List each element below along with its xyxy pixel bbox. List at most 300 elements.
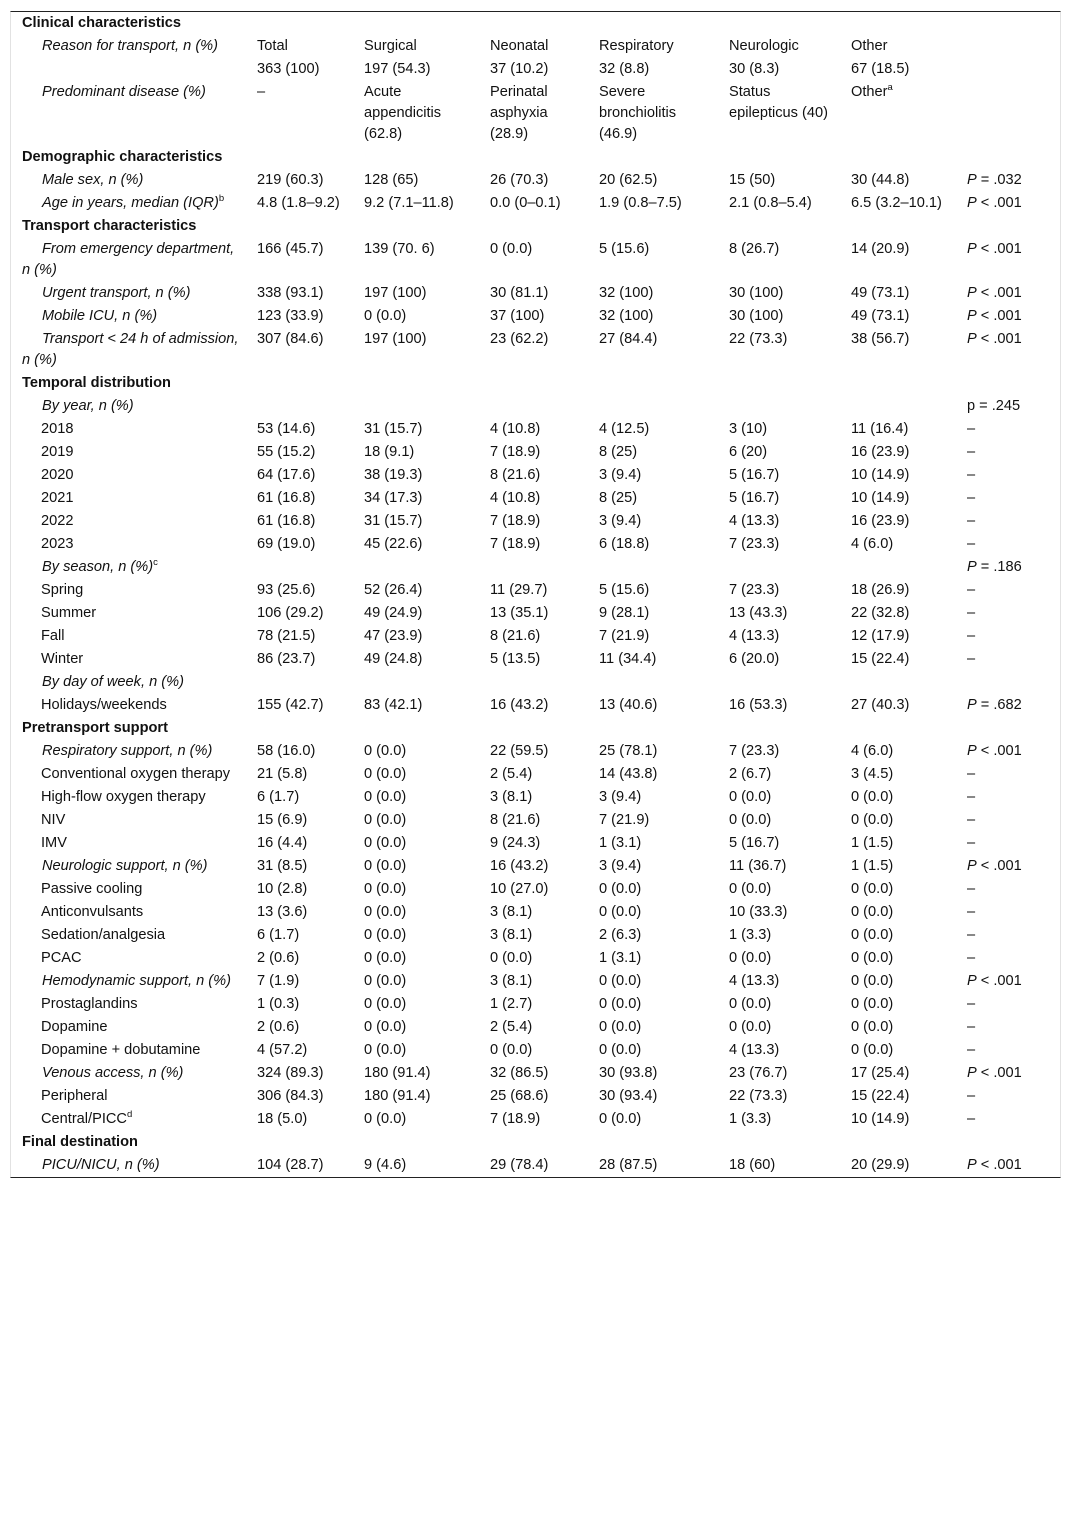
table-cell: 27 (40.3)	[851, 697, 910, 713]
table-row	[11, 1085, 1060, 1108]
table-cell: 12 (17.9)	[851, 628, 910, 644]
p-value-cell: –	[967, 1042, 976, 1058]
table-cell: 3 (4.5)	[851, 766, 894, 782]
table-cell: 5 (16.7)	[729, 490, 780, 506]
table-cell: 30 (44.8)	[851, 172, 910, 188]
table-cell	[841, 395, 957, 418]
table-cell: 16 (43.2)	[490, 697, 549, 713]
footnote-marker: a	[887, 82, 893, 94]
table-cell: 0 (0.0)	[364, 789, 407, 805]
table-cell: 49 (73.1)	[851, 308, 910, 324]
row-label: Passive cooling	[41, 881, 143, 897]
table-cell: 1 (3.1)	[599, 835, 642, 851]
row-label: Urgent transport, n (%)	[42, 285, 191, 301]
table-cell: 6 (1.7)	[257, 927, 300, 943]
table-cell: 8 (21.6)	[490, 812, 541, 828]
section-row	[11, 215, 1060, 238]
row-label: By year, n (%)	[42, 398, 134, 414]
table-cell: 0 (0.0)	[364, 950, 407, 966]
row-label: 2023	[41, 536, 74, 552]
table-cell: Neurologic	[729, 38, 799, 54]
table-cell: 104 (28.7)	[257, 1157, 324, 1173]
table-cell: 7 (18.9)	[490, 1111, 541, 1127]
table-row	[11, 487, 1060, 510]
p-value-cell: –	[967, 444, 976, 460]
table-cell: 0 (0.0)	[851, 950, 894, 966]
table-cell: 30 (100)	[729, 285, 784, 301]
table-row	[11, 533, 1060, 556]
row-label: Peripheral	[41, 1088, 108, 1104]
table-cell: 18 (9.1)	[364, 444, 415, 460]
p-value-cell: P < .001	[967, 858, 1022, 874]
table-cell: 31 (8.5)	[257, 858, 308, 874]
table-cell: 4 (12.5)	[599, 421, 650, 437]
table-cell: 32 (86.5)	[490, 1065, 549, 1081]
row-label	[11, 58, 247, 81]
table-cell: 0 (0.0)	[599, 973, 642, 989]
table-cell: 3 (9.4)	[599, 789, 642, 805]
table-cell: 0 (0.0)	[851, 973, 894, 989]
p-value-cell: –	[967, 1111, 976, 1127]
table-cell: 0 (0.0)	[364, 1042, 407, 1058]
table-cell: 10 (14.9)	[851, 490, 910, 506]
table-cell	[841, 671, 957, 694]
table-cell: Respiratory	[599, 38, 674, 54]
p-value-cell: P < .001	[967, 308, 1022, 324]
table-cell: 15 (6.9)	[257, 812, 308, 828]
table-cell: 49 (24.9)	[364, 605, 423, 621]
table-row	[11, 510, 1060, 533]
table-cell: 30 (93.4)	[599, 1088, 658, 1104]
table-cell: 3 (8.1)	[490, 927, 533, 943]
table-cell: 34 (17.3)	[364, 490, 423, 506]
table-cell: 20 (29.9)	[851, 1157, 910, 1173]
table-cell: 1 (2.7)	[490, 996, 533, 1012]
table-cell: 0 (0.0)	[851, 1019, 894, 1035]
table-cell: 31 (15.7)	[364, 421, 423, 437]
table-cell: 17 (25.4)	[851, 1065, 910, 1081]
table-cell: 8 (21.6)	[490, 467, 541, 483]
p-value-cell: P < .001	[967, 1157, 1022, 1173]
p-value-cell: –	[967, 1019, 976, 1035]
table-cell: 197 (100)	[364, 331, 427, 347]
table-cell: 0 (0.0)	[599, 996, 642, 1012]
table-row	[11, 763, 1060, 786]
table-cell: 9 (24.3)	[490, 835, 541, 851]
row-label: 2021	[41, 490, 74, 506]
section-heading: Transport characteristics	[22, 218, 197, 234]
table-cell: 363 (100)	[257, 61, 320, 77]
row-label: 2019	[41, 444, 74, 460]
table-cell: 10 (14.9)	[851, 467, 910, 483]
table-cell: 23 (62.2)	[490, 331, 549, 347]
table-cell	[480, 671, 589, 694]
p-value-cell: –	[967, 628, 976, 644]
table-cell: 10 (2.8)	[257, 881, 308, 897]
p-value-cell	[957, 58, 1060, 81]
table-cell: 5 (16.7)	[729, 835, 780, 851]
p-value-cell	[957, 81, 1060, 146]
table-cell: 0 (0.0)	[599, 904, 642, 920]
p-value-cell: –	[967, 835, 976, 851]
table-cell: 4 (13.3)	[729, 973, 780, 989]
table-cell: 3 (9.4)	[599, 513, 642, 529]
table-cell: 338 (93.1)	[257, 285, 324, 301]
row-label: IMV	[41, 835, 67, 851]
table-cell: 10 (27.0)	[490, 881, 549, 897]
table-cell: 30 (81.1)	[490, 285, 549, 301]
row-label: By day of week, n (%)	[42, 674, 184, 690]
table-cell: 0 (0.0)	[490, 241, 533, 257]
table-cell: 4 (10.8)	[490, 490, 541, 506]
table-cell: 61 (16.8)	[257, 490, 316, 506]
table-cell: 139 (70. 6)	[364, 241, 435, 257]
table-cell: 0 (0.0)	[599, 1042, 642, 1058]
table-cell: Other	[851, 38, 888, 54]
table-cell: 0 (0.0)	[851, 927, 894, 943]
table-row	[11, 418, 1060, 441]
table-cell	[247, 395, 354, 418]
table-row	[11, 81, 1060, 146]
table-cell: 3 (9.4)	[599, 467, 642, 483]
row-label: Male sex, n (%)	[42, 172, 144, 188]
section-heading: Demographic characteristics	[22, 149, 223, 165]
table-row	[11, 947, 1060, 970]
table-cell: 58 (16.0)	[257, 743, 316, 759]
table-row	[11, 832, 1060, 855]
table-row	[11, 169, 1060, 192]
table-cell: 180 (91.4)	[364, 1065, 431, 1081]
table-cell: 29 (78.4)	[490, 1157, 549, 1173]
table-cell: 13 (35.1)	[490, 605, 549, 621]
table-cell: 10 (33.3)	[729, 904, 788, 920]
table-row	[11, 1108, 1060, 1131]
p-value-cell: –	[967, 421, 976, 437]
table-cell: 23 (76.7)	[729, 1065, 788, 1081]
table-row	[11, 878, 1060, 901]
table-cell: 7 (1.9)	[257, 973, 300, 989]
table-cell: 37 (100)	[490, 308, 545, 324]
characteristics-table	[10, 11, 1061, 1178]
table-cell: 9 (4.6)	[364, 1157, 407, 1173]
table-cell: 10 (14.9)	[851, 1111, 910, 1127]
row-label: PICU/NICU, n (%)	[42, 1157, 160, 1173]
table-cell: 86 (23.7)	[257, 651, 316, 667]
table-cell: 197 (54.3)	[364, 61, 431, 77]
table-cell: 20 (62.5)	[599, 172, 658, 188]
table-cell	[589, 671, 719, 694]
table-cell: Total	[257, 38, 288, 54]
table-cell: 197 (100)	[364, 285, 427, 301]
table-cell: 30 (100)	[729, 308, 784, 324]
table-cell: 0 (0.0)	[364, 1111, 407, 1127]
table-cell: 0 (0.0)	[364, 1019, 407, 1035]
table-row	[11, 192, 1060, 215]
table-cell: 4 (6.0)	[851, 536, 894, 552]
table-cell: 38 (56.7)	[851, 331, 910, 347]
table-cell: 7 (18.9)	[490, 513, 541, 529]
table-row	[11, 464, 1060, 487]
p-value-cell: –	[967, 490, 976, 506]
table-cell: 53 (14.6)	[257, 421, 316, 437]
row-label: Winter	[41, 651, 84, 667]
table-cell: Perinatal asphyxia (28.9)	[490, 84, 548, 142]
table-cell: 18 (26.9)	[851, 582, 910, 598]
table-cell: 6 (20)	[729, 444, 768, 460]
table-cell	[480, 395, 589, 418]
table-row	[11, 970, 1060, 993]
p-value-cell: –	[967, 605, 976, 621]
table-cell	[719, 556, 841, 579]
table-cell: 0 (0.0)	[851, 812, 894, 828]
table-cell: 0 (0.0)	[729, 1019, 772, 1035]
table-cell: 5 (15.6)	[599, 582, 650, 598]
table-cell: 15 (22.4)	[851, 1088, 910, 1104]
table-cell: 14 (43.8)	[599, 766, 658, 782]
table-cell: 9 (28.1)	[599, 605, 650, 621]
section-heading: Temporal distribution	[22, 375, 171, 391]
table-cell: 0.0 (0–0.1)	[490, 195, 561, 211]
table-row	[11, 305, 1060, 328]
table-cell: 22 (73.3)	[729, 331, 788, 347]
table-row	[11, 35, 1060, 58]
table-cell: Acute appendicitis (62.8)	[364, 84, 442, 142]
table-cell: 18 (60)	[729, 1157, 776, 1173]
row-label: PCAC	[41, 950, 82, 966]
table-cell: 1.9 (0.8–7.5)	[599, 195, 682, 211]
table-cell: 1 (3.1)	[599, 950, 642, 966]
table-cell: 7 (21.9)	[599, 812, 650, 828]
table-row	[11, 786, 1060, 809]
p-value-cell: –	[967, 536, 976, 552]
p-value-cell: P < .001	[967, 331, 1022, 347]
table-cell: 6.5 (3.2–10.1)	[851, 195, 942, 211]
table-cell: 128 (65)	[364, 172, 419, 188]
table-cell: 3 (10)	[729, 421, 768, 437]
p-value-cell: P < .001	[967, 743, 1022, 759]
table-row	[11, 1062, 1060, 1085]
section-heading: Final destination	[22, 1134, 138, 1150]
table-cell: 0 (0.0)	[729, 812, 772, 828]
table-cell: 0 (0.0)	[851, 904, 894, 920]
table-row	[11, 238, 1060, 282]
p-value-cell: P = .032	[967, 172, 1022, 188]
table-cell: 0 (0.0)	[364, 881, 407, 897]
table-cell: 0 (0.0)	[364, 858, 407, 874]
table-cell: 7 (18.9)	[490, 444, 541, 460]
table-cell: 0 (0.0)	[851, 996, 894, 1012]
table-cell	[247, 671, 354, 694]
row-label: Respiratory support, n (%)	[42, 743, 213, 759]
row-label: Predominant disease (%)	[42, 84, 206, 100]
table-row	[11, 671, 1060, 694]
table-cell: 67 (18.5)	[851, 61, 910, 77]
table-cell: 2 (0.6)	[257, 950, 300, 966]
table-cell: 7 (23.3)	[729, 536, 780, 552]
table-cell: 21 (5.8)	[257, 766, 308, 782]
table-cell: 0 (0.0)	[490, 950, 533, 966]
table-cell: 0 (0.0)	[364, 973, 407, 989]
p-value-cell: –	[967, 927, 976, 943]
table-cell: 8 (25)	[599, 444, 638, 460]
table-cell: 1 (0.3)	[257, 996, 300, 1012]
p-value-cell: P < .001	[967, 1065, 1022, 1081]
table-cell: 78 (21.5)	[257, 628, 316, 644]
row-label: 2020	[41, 467, 74, 483]
table-cell: Severe bronchiolitis (46.9)	[599, 84, 677, 142]
table-row	[11, 625, 1060, 648]
table-cell	[480, 556, 589, 579]
table-cell: 16 (23.9)	[851, 444, 910, 460]
row-label: High-flow oxygen therapy	[41, 789, 206, 805]
table-cell: 69 (19.0)	[257, 536, 316, 552]
table-cell: 0 (0.0)	[364, 308, 407, 324]
table-cell: 0 (0.0)	[851, 789, 894, 805]
table-cell: 32 (8.8)	[599, 61, 650, 77]
table-cell	[719, 395, 841, 418]
table-cell: 32 (100)	[599, 285, 654, 301]
table-cell: 15 (22.4)	[851, 651, 910, 667]
table-cell: 52 (26.4)	[364, 582, 423, 598]
section-row	[11, 1131, 1060, 1154]
row-label: 2018	[41, 421, 74, 437]
table-cell: 22 (73.3)	[729, 1088, 788, 1104]
p-value-cell: p = .245	[967, 398, 1021, 414]
table-cell: 16 (53.3)	[729, 697, 788, 713]
table-cell: 8 (25)	[599, 490, 638, 506]
table-cell: 25 (78.1)	[599, 743, 658, 759]
row-label: From emergency department, n (%)	[22, 241, 235, 278]
table-cell: 31 (15.7)	[364, 513, 423, 529]
table-cell: 2.1 (0.8–5.4)	[729, 195, 812, 211]
table-cell: Surgical	[364, 38, 417, 54]
table-cell: 4 (13.3)	[729, 1042, 780, 1058]
p-value-cell: P = .682	[967, 697, 1022, 713]
p-value-cell: –	[967, 467, 976, 483]
table-cell: 13 (40.6)	[599, 697, 658, 713]
table-cell: 11 (34.4)	[599, 651, 657, 667]
table-cell: –	[257, 84, 266, 100]
table-row	[11, 855, 1060, 878]
table-cell: 4 (13.3)	[729, 628, 780, 644]
p-value-cell: P < .001	[967, 285, 1022, 301]
table-row	[11, 901, 1060, 924]
table-row	[11, 694, 1060, 717]
row-label: Sedation/analgesia	[41, 927, 166, 943]
table-cell: 0 (0.0)	[729, 881, 772, 897]
table-cell: 155 (42.7)	[257, 697, 324, 713]
row-label: Conventional oxygen therapy	[41, 766, 231, 782]
table-cell: 30 (93.8)	[599, 1065, 658, 1081]
table-cell: 15 (50)	[729, 172, 776, 188]
p-value-cell: –	[967, 904, 976, 920]
table-cell: 1 (3.3)	[729, 1111, 772, 1127]
table-cell: 0 (0.0)	[364, 904, 407, 920]
table-cell: 4 (10.8)	[490, 421, 541, 437]
table-row	[11, 1016, 1060, 1039]
row-label: NIV	[41, 812, 66, 828]
p-value-cell: –	[967, 513, 976, 529]
table-cell: 11 (29.7)	[490, 582, 548, 598]
row-label: Fall	[41, 628, 65, 644]
table-cell: 0 (0.0)	[599, 1111, 642, 1127]
p-value-cell: P < .001	[967, 241, 1022, 257]
table-cell: 18 (5.0)	[257, 1111, 308, 1127]
table-cell: 93 (25.6)	[257, 582, 316, 598]
p-value-cell	[957, 35, 1060, 58]
table-cell: 13 (3.6)	[257, 904, 308, 920]
p-value-cell: –	[967, 950, 976, 966]
table-cell: 5 (13.5)	[490, 651, 541, 667]
table-cell	[719, 671, 841, 694]
row-label: Age in years, median (IQR)$^b$	[42, 193, 225, 211]
table-cell: 1 (1.5)	[851, 835, 894, 851]
p-value-cell: –	[967, 996, 976, 1012]
table-cell: 0 (0.0)	[599, 881, 642, 897]
row-label: Dopamine + dobutamine	[41, 1042, 201, 1058]
table-cell: 0 (0.0)	[729, 789, 772, 805]
table-cell: 0 (0.0)	[364, 743, 407, 759]
table-cell: 22 (59.5)	[490, 743, 549, 759]
row-label: Reason for transport, n (%)	[42, 38, 219, 54]
p-value-cell	[957, 671, 1060, 694]
table-cell: 0 (0.0)	[729, 996, 772, 1012]
table-cell: 8 (21.6)	[490, 628, 541, 644]
table-cell: 166 (45.7)	[257, 241, 324, 257]
table-cell: 11 (16.4)	[851, 421, 909, 437]
table-cell: 0 (0.0)	[364, 996, 407, 1012]
table-cell: 27 (84.4)	[599, 331, 658, 347]
row-label: Spring	[41, 582, 84, 598]
table-cell: 6 (18.8)	[599, 536, 650, 552]
table-cell: 3 (8.1)	[490, 973, 533, 989]
table-cell: 83 (42.1)	[364, 697, 423, 713]
table-row	[11, 1154, 1060, 1177]
table-row	[11, 556, 1060, 579]
table-cell: 55 (15.2)	[257, 444, 316, 460]
table-cell: 1 (1.5)	[851, 858, 894, 874]
p-value-cell: –	[967, 766, 976, 782]
table-row	[11, 648, 1060, 671]
row-label: Mobile ICU, n (%)	[42, 308, 158, 324]
table-cell: 1 (3.3)	[729, 927, 772, 943]
row-label: Transport < 24 h of admission, n (%)	[22, 331, 239, 368]
table-cell: 3 (8.1)	[490, 789, 533, 805]
row-label: 2022	[41, 513, 74, 529]
footnote-marker: d	[126, 1109, 133, 1121]
p-value-cell: –	[967, 881, 976, 897]
p-value-cell: P < .001	[967, 195, 1022, 211]
table-cell	[589, 395, 719, 418]
table-cell: 3 (9.4)	[599, 858, 642, 874]
table-cell: 2 (5.4)	[490, 766, 533, 782]
table-cell: 0 (0.0)	[851, 1042, 894, 1058]
table-cell: 0 (0.0)	[364, 835, 407, 851]
table-row	[11, 809, 1060, 832]
table-cell: 14 (20.9)	[851, 241, 910, 257]
row-label: Neurologic support, n (%)	[42, 858, 208, 874]
table-cell: 324 (89.3)	[257, 1065, 324, 1081]
table-cell	[247, 556, 354, 579]
table-row	[11, 441, 1060, 464]
p-value-cell: P < .001	[967, 973, 1022, 989]
table-cell: 5 (15.6)	[599, 241, 650, 257]
row-label: Dopamine	[41, 1019, 108, 1035]
table-cell: 0 (0.0)	[490, 1042, 533, 1058]
table-cell: 4 (57.2)	[257, 1042, 308, 1058]
table-cell: 306 (84.3)	[257, 1088, 324, 1104]
footnote-marker: b	[218, 193, 225, 205]
